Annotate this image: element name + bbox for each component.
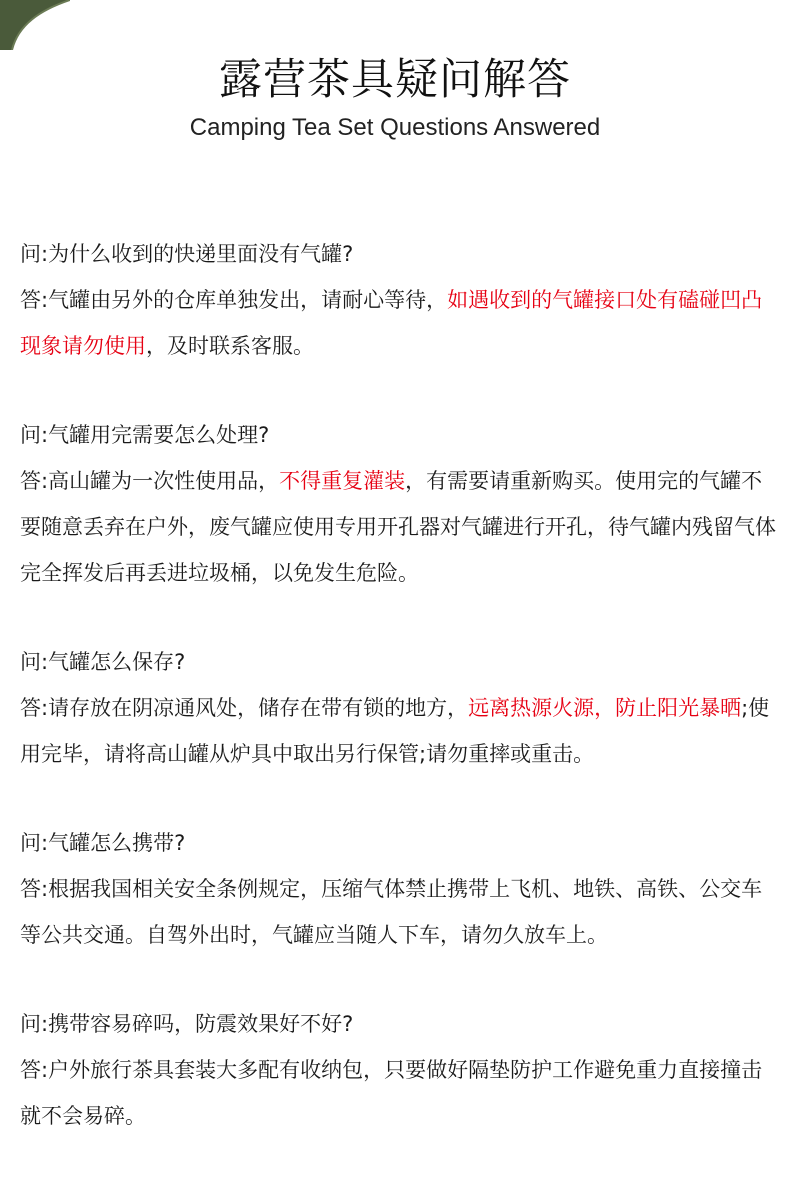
answer-text: 答:气罐由另外的仓库单独发出，请耐心等待，: [20, 288, 448, 312]
faq-item-gas-disposal: [20, 412, 780, 596]
answer-highlight: 不得重复灌装: [279, 469, 406, 493]
corner-leaf-decoration: [0, 0, 70, 50]
faq-question: 问:气罐怎么携带?: [20, 831, 186, 855]
faq-answer: [20, 277, 780, 369]
faq-answer: [20, 685, 780, 777]
faq-item-gas-carry: [20, 820, 780, 958]
answer-text: ，及时联系客服。: [146, 334, 314, 358]
faq-list: [20, 231, 780, 1182]
answer-text: 答:户外旅行茶具套装大多配有收纳包，只要做好隔垫防护工作避免重力直接撞击就不会易碎。: [20, 1058, 763, 1128]
faq-question: 问:气罐用完需要怎么处理?: [20, 423, 270, 447]
answer-text: 答:高山罐为一次性使用品，: [20, 469, 280, 493]
faq-question: 问:携带容易碎吗，防震效果好不好?: [20, 1012, 354, 1036]
answer-text: 答:请存放在阴凉通风处，储存在带有锁的地方，: [20, 696, 469, 720]
page-subtitle: Camping Tea Set Questions Answered: [189, 114, 601, 141]
faq-question: 问:为什么收到的快递里面没有气罐?: [20, 242, 354, 266]
page-header: [0, 50, 790, 144]
faq-question: 问:气罐怎么保存?: [20, 650, 186, 674]
answer-text: 答:根据我国相关安全条例规定，压缩气体禁止携带上飞机、地铁、高铁、公交车等公共交通。自驾外出时，气罐应当随人下车，请勿久放车上。: [20, 877, 763, 947]
faq-item-gas-storage: [20, 639, 780, 777]
page-title: 露营茶具疑问解答: [219, 55, 571, 105]
faq-item-fragility: [20, 1001, 780, 1139]
faq-answer: [20, 1047, 780, 1139]
answer-highlight: 如遇收到的气罐接口处有磕碰凹凸现象请勿使用: [20, 288, 763, 358]
answer-highlight: 远离热源火源，防止阳光暴晒: [468, 696, 742, 720]
answer-text: ;使用完毕，请将高山罐从炉具中取出另行保管;请勿重摔或重击。: [20, 696, 770, 766]
faq-answer: [20, 458, 780, 596]
faq-item-gas-missing: [20, 231, 780, 369]
faq-answer: [20, 866, 780, 958]
answer-text: ，有需要请重新购买。使用完的气罐不要随意丢弃在户外，废气罐应使用专用开孔器对气罐进行开孔，待气罐内残留气体完全挥发后再丢进垃圾桶，以免发生危险。: [20, 469, 776, 585]
